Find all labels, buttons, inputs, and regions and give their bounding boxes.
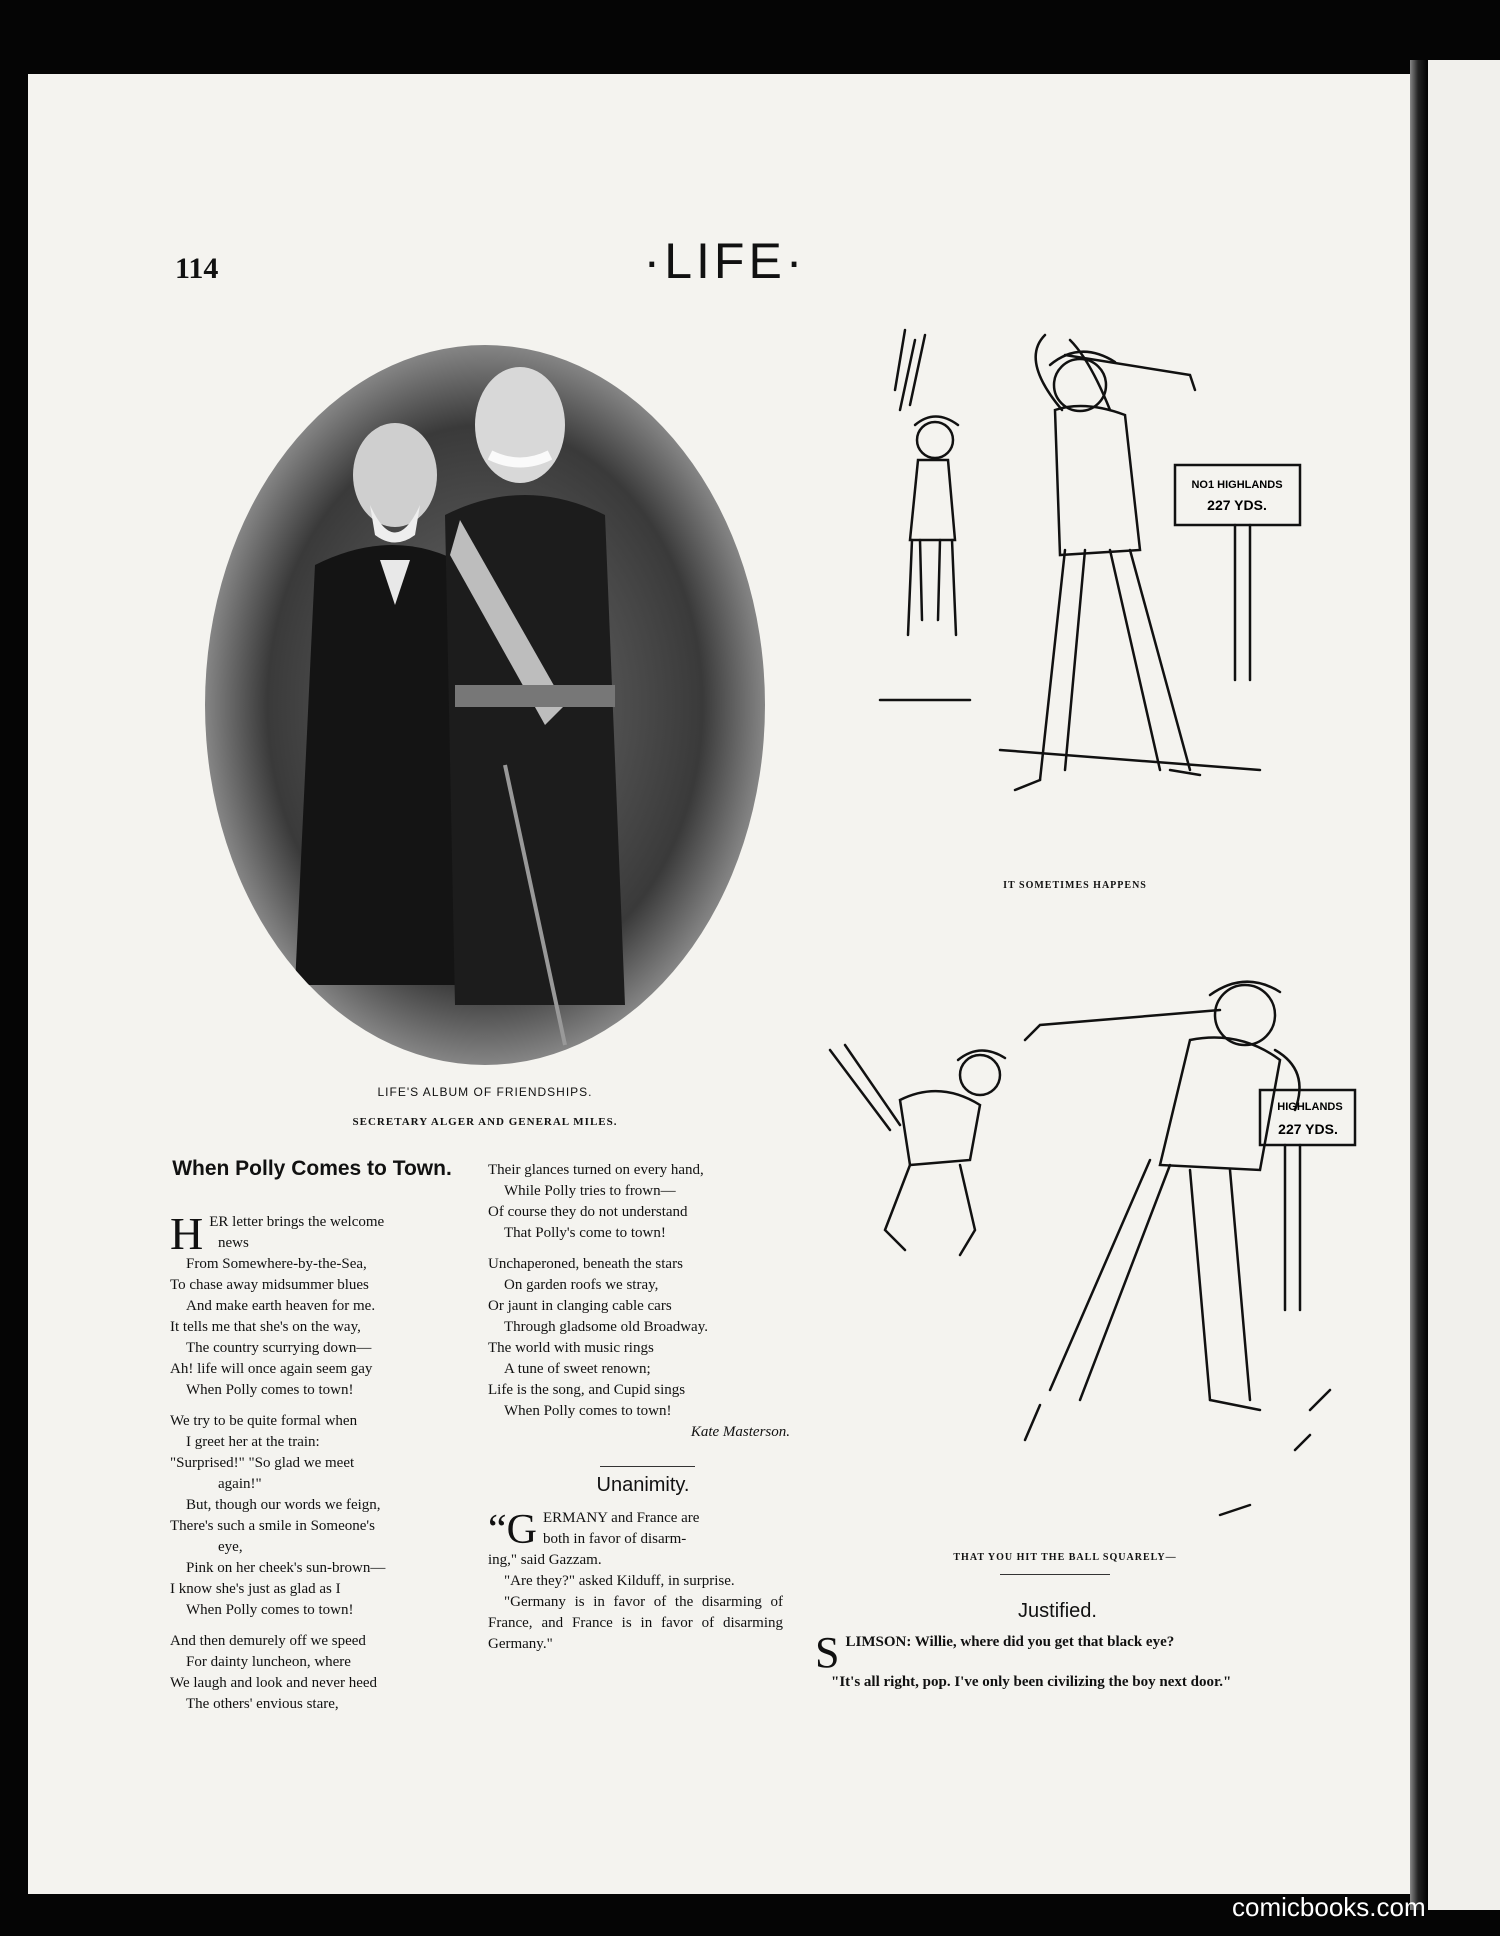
poem-line: again!": [218, 1476, 262, 1492]
poem-line: On garden roofs we stray,: [504, 1277, 659, 1293]
justified-dropcap: S: [815, 1628, 840, 1677]
unanimity-paragraph-2: "Are they?" asked Kilduff, in surprise.: [504, 1573, 735, 1589]
poem-line: We try to be quite formal when: [170, 1413, 358, 1429]
sign-2-line-2: 227 YDS.: [1278, 1121, 1338, 1137]
poem-line: Their glances turned on every hand,: [488, 1162, 704, 1178]
poem-line: That Polly's come to town!: [504, 1225, 666, 1241]
poem-line: Unchaperoned, beneath the stars: [488, 1256, 683, 1272]
unanimity-dropcap: “G: [488, 1507, 537, 1553]
unanimity-paragraph-3: "Germany is in favor of the disarming of France, and France is in favor of disarming Germany.": [488, 1594, 783, 1652]
poem-line: Life is the song, and Cupid sings: [488, 1382, 686, 1398]
justified-paragraph-1: LIMSON: Willie, where did you get that black eye?: [845, 1634, 1175, 1650]
poem-line: The country scurrying down—: [186, 1340, 372, 1356]
poem-line: The world with music rings: [488, 1340, 654, 1356]
poem-signature: Kate Masterson.: [690, 1424, 790, 1440]
page-number: 114: [175, 252, 219, 285]
poem-line: But, though our words we feign,: [186, 1497, 381, 1513]
poem-line: Of course they do not understand: [488, 1204, 688, 1220]
poem-line: "Surprised!" "So glad we meet: [170, 1455, 355, 1471]
poem-line: A tune of sweet renown;: [504, 1361, 651, 1377]
watermark: comicbooks.com: [1232, 1892, 1426, 1922]
poem-line: When Polly comes to town!: [186, 1602, 354, 1618]
stanza-break: [488, 1244, 798, 1254]
poem-line: And then demurely off we speed: [170, 1633, 366, 1649]
poem-line: Ah! life will once again seem gay: [170, 1361, 373, 1377]
poem-line: And make earth heaven for me.: [186, 1298, 376, 1314]
poem-line: When Polly comes to town!: [186, 1382, 354, 1398]
unanimity-line-1: ERMANY and France are: [542, 1510, 700, 1526]
photo-caption-subtitle: SECRETARY ALGER AND GENERAL MILES.: [352, 1116, 618, 1128]
poem-line: There's such a smile in Someone's: [170, 1518, 375, 1534]
poem-column-1: [170, 1208, 470, 1715]
cartoon-2-caption: THAT YOU HIT THE BALL SQUARELY—: [953, 1552, 1177, 1563]
page-gutter: [1410, 60, 1428, 1910]
justified-paragraph-2: "It's all right, pop. I've only been civilizing the boy next door.": [831, 1674, 1232, 1690]
poem-title: When Polly Comes to Town.: [172, 1157, 452, 1180]
portrait-figures: [205, 345, 765, 1065]
poem-line: I greet her at the train:: [186, 1434, 320, 1450]
poem-line: I know she's just as glad as I: [170, 1581, 341, 1597]
stanza-break: [170, 1401, 470, 1411]
poem-line: Through gladsome old Broadway.: [504, 1319, 708, 1335]
sign-1-line-2: 227 YDS.: [1207, 497, 1267, 513]
poem-column-2: [488, 1160, 798, 1443]
golf-cartoon-1: [840, 300, 1320, 860]
cartoon-1-caption: IT SOMETIMES HAPPENS: [1003, 880, 1147, 891]
photo-caption-title: LIFE'S ALBUM OF FRIENDSHIPS.: [377, 1085, 593, 1099]
golf-illustration-2: [790, 930, 1360, 1530]
poem-line: To chase away midsummer blues: [170, 1277, 369, 1293]
golf-illustration-1: [840, 300, 1320, 860]
poem-line: While Polly tries to frown—: [504, 1183, 676, 1199]
sign-1-line-1: NO1 HIGHLANDS: [1191, 479, 1283, 491]
golf-cartoon-2: [790, 930, 1360, 1530]
poem-line: The others' envious stare,: [186, 1696, 339, 1712]
unanimity-title: Unanimity.: [596, 1474, 690, 1496]
poem-line: news: [218, 1235, 249, 1251]
justified-title: Justified.: [1018, 1600, 1097, 1622]
poem-line: eye,: [218, 1539, 243, 1555]
poem-line: It tells me that she's on the way,: [170, 1319, 361, 1335]
poem-line: Or jaunt in clanging cable cars: [488, 1298, 672, 1314]
sign-2-line-1: HIGHLANDS: [1277, 1101, 1343, 1113]
adjacent-page-edge: [1428, 60, 1500, 1910]
poem-line: We laugh and look and never heed: [170, 1675, 378, 1691]
unanimity-text: [488, 1508, 783, 1655]
poem-line: ER letter brings the welcome: [209, 1214, 385, 1230]
poem-line: For dainty luncheon, where: [186, 1654, 351, 1670]
poem-line: Pink on her cheek's sun-brown—: [186, 1560, 386, 1576]
section-divider-2: [1000, 1574, 1110, 1575]
poem-line: When Polly comes to town!: [504, 1403, 672, 1419]
poem-line: From Somewhere-by-the-Sea,: [186, 1256, 367, 1272]
portrait-photograph: [205, 345, 765, 1065]
masthead: ·LIFE·: [643, 233, 807, 289]
poem-dropcap: H: [170, 1208, 204, 1259]
unanimity-line-3: ing," said Gazzam.: [488, 1552, 602, 1568]
section-divider: [600, 1466, 695, 1467]
unanimity-line-2: both in favor of disarm-: [542, 1531, 687, 1547]
justified-text: [815, 1628, 1280, 1693]
stanza-break: [170, 1621, 470, 1631]
